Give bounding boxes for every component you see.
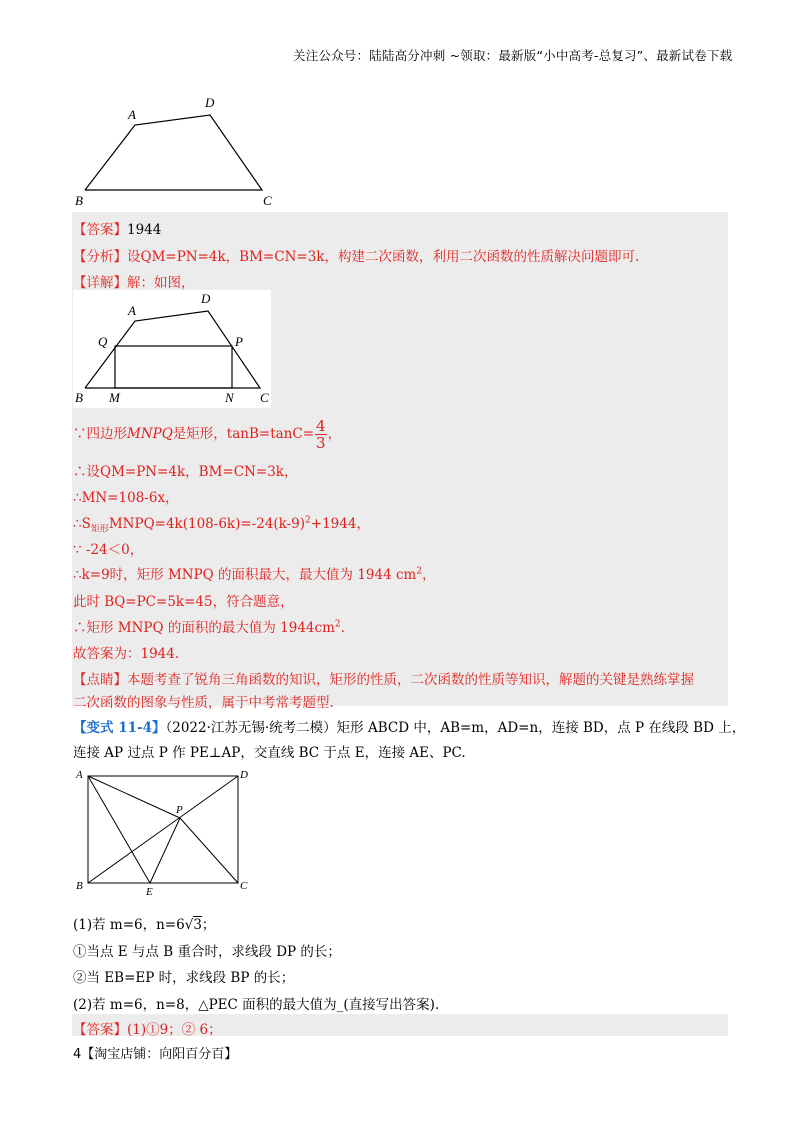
step-7: 此时 BQ=PC=5k=45，符合题意， <box>73 594 294 610</box>
problem-line-2: 连接 AP 过点 P 作 PE⊥AP，交直线 BC 于点 E，连接 AE、PC. <box>73 745 466 761</box>
label-B: B <box>76 880 83 892</box>
step-8: ∴矩形 MNPQ 的面积的最大值为 $1944cm^2$. <box>73 619 345 636</box>
step-1: ∵四边形MNPQ是矩形，tanB=tanC= $\frac{4}{3}$ ， <box>73 417 342 452</box>
problem-tag: 【变式 11-4】 <box>73 720 166 736</box>
page-header: 关注公众号：陆陆高分冲刺 ~领取：最新版“小中高考-总复习”、最新试卷下载 <box>293 48 733 63</box>
step-5: ∵ -24＜0， <box>73 542 144 558</box>
label-D: D <box>240 769 248 781</box>
label-C: C <box>260 390 269 405</box>
analysis-tag: 【分析】 <box>73 249 127 265</box>
question-1: (1)若 m=6，n=6√3； <box>73 917 216 933</box>
detail-tag: 【详解】 <box>73 275 127 291</box>
trapezoid-figure <box>73 92 283 212</box>
answer-2-tag: 【答案】 <box>73 1022 127 1038</box>
analysis-line <box>73 245 639 265</box>
label-P: P <box>235 334 243 349</box>
rectangle-in-trapezoid-figure <box>73 290 271 408</box>
step-6: ∴k=9时，矩形 MNPQ 的面积最大，最大值为 1944 $cm^2$， <box>73 566 436 583</box>
step-9: 故答案为：1944. <box>73 646 180 662</box>
label-C: C <box>263 193 272 208</box>
question-1-part-2: ②当 EB=EP 时，求线段 BP 的长； <box>73 970 295 986</box>
label-M: M <box>109 390 120 405</box>
label-B: B <box>75 390 83 405</box>
sqrt-symbol: √ <box>184 917 194 933</box>
comment-line-1: 【点睛】本题考查了锐角三角函数的知识，矩形的性质，二次函数的性质等知识，解题的关键是熟练掌握 <box>73 672 694 688</box>
detail-text: 解：如图， <box>127 275 195 291</box>
label-Q: Q <box>98 334 108 349</box>
fraction-4-3: $\frac{4}{3}$ <box>316 417 326 452</box>
page-footer: 4【淘宝店铺：向阳百分百】 <box>73 1047 238 1062</box>
question-2: (2)若 m=6，n=8，△PEC 面积的最大值为_(直接写出答案). <box>73 997 440 1013</box>
answer-line <box>73 218 161 238</box>
comment-tag: 【点睛】 <box>73 672 127 688</box>
label-A: A <box>128 303 136 318</box>
label-D: D <box>205 95 215 110</box>
question-1-part-1: ①当点 E 与点 B 重合时，求线段 DP 的长； <box>73 944 341 960</box>
step-2: ∴设QM=PN=4k，BM=CN=3k， <box>73 464 298 480</box>
label-D: D <box>201 291 211 306</box>
comment-line-2: 二次函数的图象与性质，属于中考常考题型. <box>73 695 334 711</box>
label-A: A <box>76 769 83 781</box>
label-C: C <box>240 880 248 892</box>
problem-line-1: 【变式 11-4】（2022·江苏无锡·统考二模）矩形 ABCD 中，AB=m，AD=n，连接 BD，点 P 在线段 BD 上， <box>73 720 746 736</box>
label-B: B <box>75 193 83 208</box>
answer-tag: 【答案】 <box>73 222 127 238</box>
answer-2-line: 【答案】(1)①9；② 6； <box>73 1022 222 1038</box>
detail-line <box>73 271 195 291</box>
rectangle-abcd-figure <box>73 765 263 900</box>
answer-value: 1944 <box>127 222 162 238</box>
label-E: E <box>146 886 153 898</box>
label-P: P <box>176 804 183 816</box>
step-3: ∴MN=108-6x， <box>73 490 179 506</box>
analysis-text: 设QM=PN=4k，BM=CN=3k，构建二次函数，利用二次函数的性质解决问题即可. <box>127 249 640 265</box>
step-4: $\therefore S_{矩形}MNPQ=4k(108-6k)=-24(k-9)^2+1944$， <box>73 515 370 535</box>
label-A: A <box>128 107 136 122</box>
label-N: N <box>225 390 234 405</box>
